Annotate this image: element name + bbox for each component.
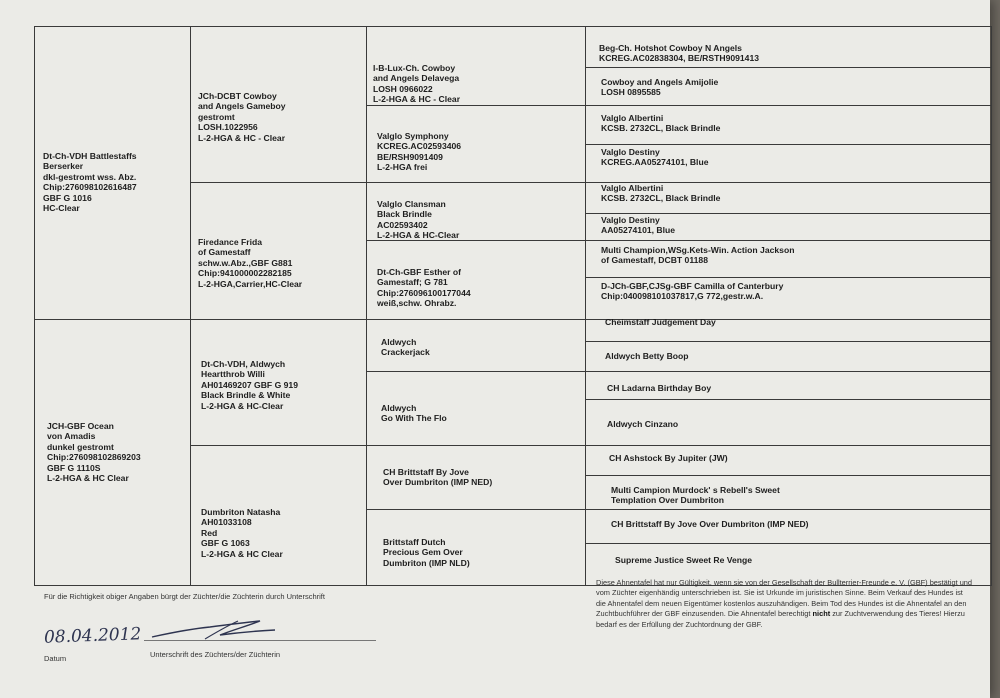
date-label: Datum: [44, 654, 67, 663]
handwritten-date: 08.04.2012: [43, 624, 142, 648]
ggg-cell: Cowboy and Angels Amijolie LOSH 0895585: [601, 77, 719, 98]
sire-cell: Dt-Ch-VDH Battlestaffs Berserker dkl-gestromt wss. Abz. Chip:276098102616487 GBF G 1016 HC-Clear: [43, 151, 137, 214]
signature-line: [144, 640, 376, 641]
great-grandparent-cell: CH Brittstaff By Jove Over Dumbriton (IMP NED): [383, 467, 493, 488]
ggg-cell: Beg-Ch. Hotshot Cowboy N Angels KCREG.AC02838304, BE/RSTH9091413: [599, 43, 760, 64]
grandparent-cell: Dt-Ch-VDH, Aldwych Heartthrob Willi AH01469207 GBF G 919 Black Brindle & White L-2-HGA & HC-Clear: [201, 359, 298, 411]
row-divider: [585, 277, 991, 278]
ggg-cell: Aldwych Cinzano: [607, 419, 679, 429]
great-grandparent-cell: Dt-Ch-GBF Esther of Gamestaff; G 781 Chip:276096100177044 weiß,schw. Ohrabz.: [377, 267, 471, 309]
row-divider: [585, 543, 991, 544]
row-divider: [366, 371, 991, 372]
row-divider: [35, 319, 991, 320]
great-grandparent-cell: Valglo Symphony KCREG.AC02593406 BE/RSH9091409 L-2-HGA frei: [377, 131, 462, 173]
ggg-cell: Multi Champion,WSg.Kets-Win. Action Jackson of Gamestaff, DCBT 01188: [601, 245, 795, 266]
ggg-cell: Valglo Destiny AA05274101, Blue: [601, 215, 676, 236]
great-grandparent-cell: Brittstaff Dutch Precious Gem Over Dumbriton (IMP NLD): [383, 537, 470, 568]
ggg-cell: Valglo Albertini KCSB. 2732CL, Black Brindle: [601, 113, 721, 134]
ggg-cell: CH Ashstock By Jupiter (JW): [609, 453, 728, 463]
ggg-cell: Valglo Destiny KCREG.AA05274101, Blue: [601, 147, 709, 168]
breeder-guarantee-text: Für die Richtigkeit obiger Angaben bürgt der Züchter/die Züchterin durch Unterschrift: [44, 592, 325, 601]
great-grandparent-cell: Aldwych Crackerjack: [381, 337, 430, 358]
ggg-cell: Aldwych Betty Boop: [605, 351, 689, 361]
column-divider: [585, 27, 586, 585]
row-divider: [585, 475, 991, 476]
row-divider: [366, 240, 991, 241]
column-divider: [190, 27, 191, 585]
row-divider: [585, 144, 991, 145]
column-divider: [366, 27, 367, 585]
legal-notice: Diese Ahnentafel hat nur Gültigkeit, wenn sie von der Gesellschaft der Bullterrier-Freunde e. V. (GBF) bestätigt und vom Züchter eigenhändig unterschrieben ist. Sie ist Urkunde im juristischen Sinne. Beim Verkauf des Hundes ist die Ahnentafel dem neuen Eigentümer kostenlos auszuhändigen. Beim Tod des Hundes ist die Ahnentafel an den Zuchtbuchführer der GBF einzusenden. Die Ahnentafel berechtigt nicht zur Zuchtverwendung des Tieres! Hierzu bedarf es der Erfüllung der Zuchtordnung der GBF.: [596, 578, 973, 629]
ggg-cell: CH Brittstaff By Jove Over Dumbriton (IMP NED): [611, 519, 809, 529]
ggg-cell: CH Ladarna Birthday Boy: [607, 383, 712, 393]
row-divider: [190, 445, 991, 446]
pedigree-table: [34, 26, 992, 586]
row-divider: [366, 105, 991, 106]
row-divider: [585, 67, 991, 68]
row-divider: [190, 182, 991, 183]
ggg-cell: Supreme Justice Sweet Re Venge: [615, 555, 753, 565]
row-divider: [585, 399, 991, 400]
ggg-cell: Valglo Albertini KCSB. 2732CL, Black Brindle: [601, 183, 721, 204]
row-divider: [585, 213, 991, 214]
great-grandparent-cell: Valglo Clansman Black Brindle AC02593402 L-2-HGA & HC-Clear: [377, 199, 460, 241]
great-grandparent-cell: I-B-Lux-Ch. Cowboy and Angels Delavega LOSH 0966022 L-2-HGA & HC - Clear: [373, 63, 461, 105]
row-divider: [366, 509, 991, 510]
grandparent-cell: Firedance Frida of Gamestaff schw.w.Abz.,GBF G881 Chip:941000002282185 L-2-HGA,Carrier,HC-Clear: [198, 237, 303, 289]
grandparent-cell: Dumbriton Natasha AH01033108 Red GBF G 1063 L-2-HGA & HC Clear: [201, 507, 283, 559]
grandparent-cell: JCh-DCBT Cowboy and Angels Gameboy gestromt LOSH.1022956 L-2-HGA & HC - Clear: [198, 91, 286, 143]
ggg-cell: Multi Campion Murdock' s Rebell's Sweet Templation Over Dumbriton: [611, 485, 780, 506]
row-divider: [585, 341, 991, 342]
ggg-cell: Cheimstaff Judgement Day: [605, 317, 716, 327]
dam-cell: JCH-GBF Ocean von Amadis dunkel gestromt Chip:276098102869203 GBF G 1110S L-2-HGA & HC Clear: [47, 421, 141, 484]
great-grandparent-cell: Aldwych Go With The Flo: [381, 403, 447, 424]
signature-label: Unterschrift des Züchters/der Züchterin: [150, 650, 281, 659]
ggg-cell: D-JCh-GBF,CJSg-GBF Camilla of Canterbury Chip:040098101037817,G 772,gestr.w.A.: [601, 281, 784, 302]
